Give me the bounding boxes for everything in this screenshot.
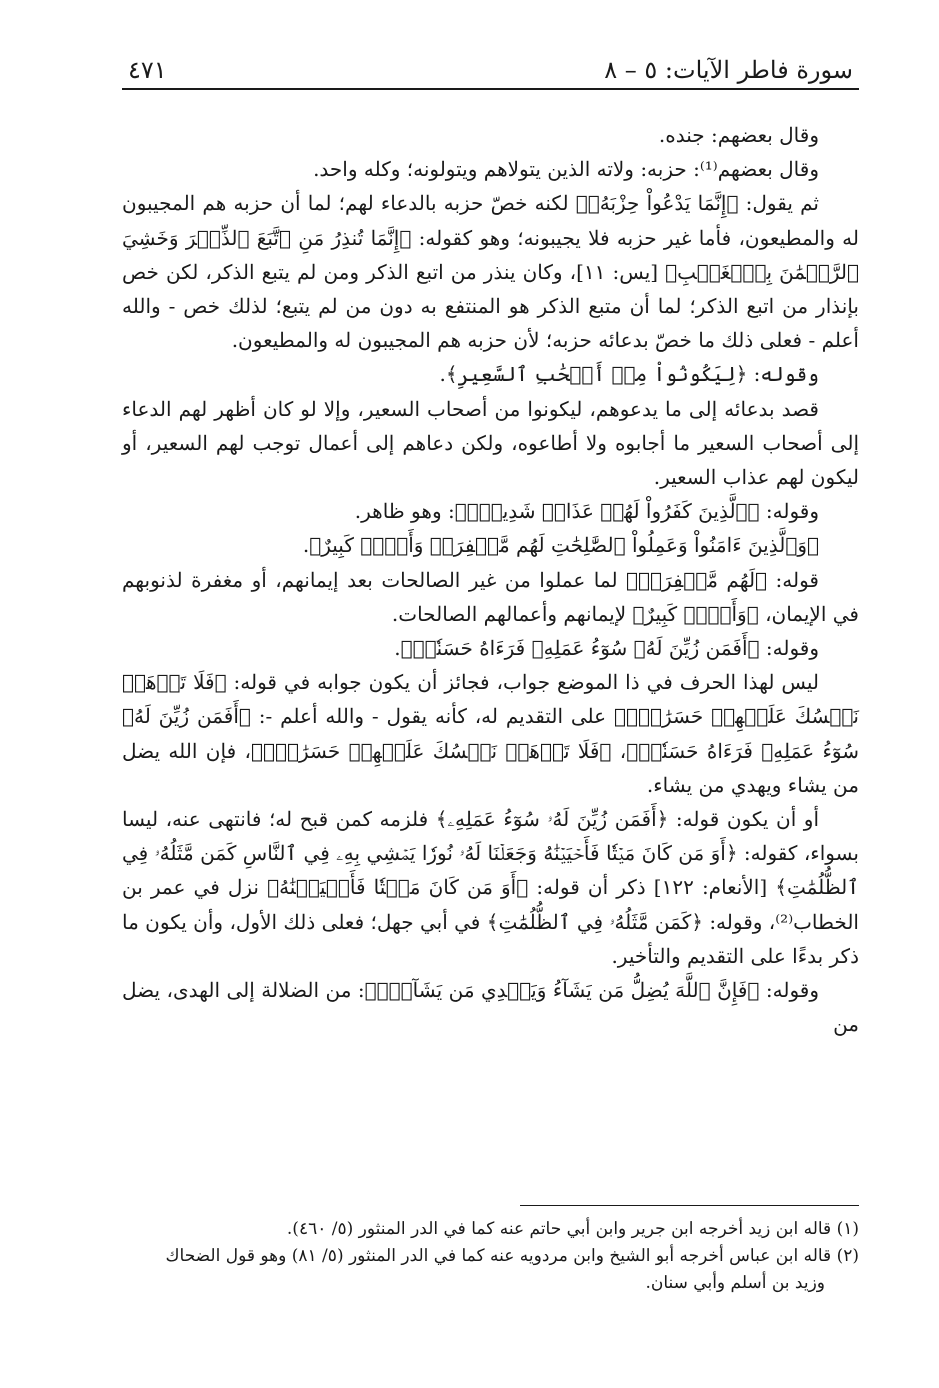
paragraph: وقوله: ﴿أَفَمَن زُيِّنَ لَهُۥ سُوٓءُ عَمَلِهِۦ فَرَءَاهُ حَسَنٗاۖ﴾. [394,636,819,661]
paragraph: ﴿وَٱلَّذِينَ ءَامَنُواْ وَعَمِلُواْ ٱلصَّٰلِحَٰتِ لَهُم مَّغۡفِرَةٞ وَأَجۡرٞ كَبِيرٌ﴾. [302,533,819,558]
page-number: ٤٧١ [128,56,167,84]
footnote: (٢) قاله ابن عباس أخرجه أبو الشيخ وابن مردويه عنه كما في الدر المنثور (٥/ ٨١) وهو قول الضحاك [165,1246,859,1266]
paragraph: وقوله: ﴿ٱلَّذِينَ كَفَرُواْ لَهُمۡ عَذَابٞ شَدِيدٞۖ﴾: وهو ظاهر. [354,499,819,524]
paragraph: وقال بعضهم⁽¹⁾: حزبه: ولاته الذين يتولاهم ويتولونه؛ وكله واحد. [313,157,819,182]
paragraph: ليس لهذا الحرف في ذا الموضع جواب، فجائز أن يكون جوابه في قوله: ﴿فَلَا تَذۡهَبۡ نَفۡسُكَ عَلَيۡهِمۡ حَسَرَٰتٍۚ﴾ على التقديم له، كأنه يقول - والله أعلم -: ﴿أَفَمَن زُيِّنَ لَهُۥ سُوٓءُ عَمَلِهِۦ فَرَءَاهُ حَسَنٗاۖ﴾، ﴿فَلَا تَذۡهَبۡ نَفۡسُكَ عَلَيۡهِمۡ حَسَرَٰتٍۚ﴾، فإن الله يضل من يشاء ويهدي من يشاء. [122,670,859,797]
main-text [122,118,859,1041]
footnote-divider [520,1205,859,1206]
paragraph: قصد بدعائه إلى ما يدعوهم، ليكونوا من أصحاب السعير، وإلا لو كان أظهر لهم الدعاء إلى أصحاب السعير ما أجابوه ولا أطاعوه، ولكن دعاهم إلى أعمال توجب لهم السعير، أو ليكون لهم عذاب السعير. [122,396,859,490]
footnotes [122,1216,859,1297]
footnote-continuation: وزيد بن أسلم وأبي سنان. [645,1273,825,1293]
paragraph: وقوله: ﴿فَإِنَّ ٱللَّهَ يُضِلُّ مَن يَشَآءُ وَيَهۡدِي مَن يَشَآءُۖ﴾: من الضلالة إلى الهدى، يضل من [122,978,859,1037]
paragraph: ثم يقول: ﴿إِنَّمَا يَدْعُواْ حِزْبَهُۥ﴾ لكنه خصّ حزبه بالدعاء لهم؛ لما أن حزبه هم المجيبون له والمطيعون، فأما غير حزبه فلا يجيبونه؛ وهو كقوله: ﴿إِنَّمَا تُنذِرُ مَنِ ٱتَّبَعَ ٱلذِّكۡرَ وَخَشِيَ ٱلرَّحۡمَٰنَ بِٱلۡغَيۡبِ﴾ [يس: ١١]، وكان ينذر من اتبع الذكر ومن لم يتبع الذكر، لكن خص بإنذار من اتبع الذكر؛ لما أن متبع الذكر هو المنتفع به دون من لم يتبع؛ لذلك خص - والله أعلم - فعلى ذلك ما خصّ بدعائه حزبه؛ لأن حزبه هم المجيبون له والمطيعون. [122,191,860,353]
footnote: (١) قاله ابن زيد أخرجه ابن جرير وابن أبي حاتم عنه كما في الدر المنثور (٥/ ٤٦٠). [286,1219,859,1239]
paragraph: وقال بعضهم: جنده. [658,123,819,147]
paragraph: وقوله: ﴿لِيَكُونُواْ مِنۡ أَصۡحَٰبِ ٱلسَّعِيرِ﴾. [439,362,819,387]
paragraph: أو أن يكون قوله: ﴿أَفَمَن زُيِّنَ لَهُۥ سُوٓءُ عَمَلِهِۦ﴾ فلزمه كمن قبح له؛ فانتهى عنه، ليسا بسواء، كقوله: ﴿أَوَ مَن كَانَ مَيۡتٗا فَأَحۡيَيۡنَٰهُ وَجَعَلۡنَا لَهُۥ نُورٗا يَمۡشِي بِهِۦ فِي ٱلنَّاسِ كَمَن مَّثَلُهُۥ فِي ٱلظُّلُمَٰتِ﴾ [الأنعام: ١٢٢] ذكر أن قوله: ﴿أَوَ مَن كَانَ مَيۡتٗا فَأَحۡيَيۡنَٰهُ﴾ نزل في عمر بن الخطاب⁽²⁾، وقوله: ﴿كَمَن مَّثَلُهُۥ فِي ٱلظُّلُمَٰتِ﴾ في أبي جهل؛ فعلى ذلك الأول، وأن يكون ما ذكر بدءًا على التقديم والتأخير. [122,807,859,968]
chapter-title: سورة فاطر الآيات: ٥ – ٨ [604,56,853,84]
paragraph: قوله: ﴿لَهُم مَّغۡفِرَةٞ﴾ لما عملوا من غير الصالحات بعد إيمانهم، أو مغفرة لذنوبهم في الإيمان، ﴿وَأَجۡرٞ كَبِيرٌ﴾ لإيمانهم وأعمالهم الصالحات. [122,567,859,626]
running-header [122,48,859,90]
